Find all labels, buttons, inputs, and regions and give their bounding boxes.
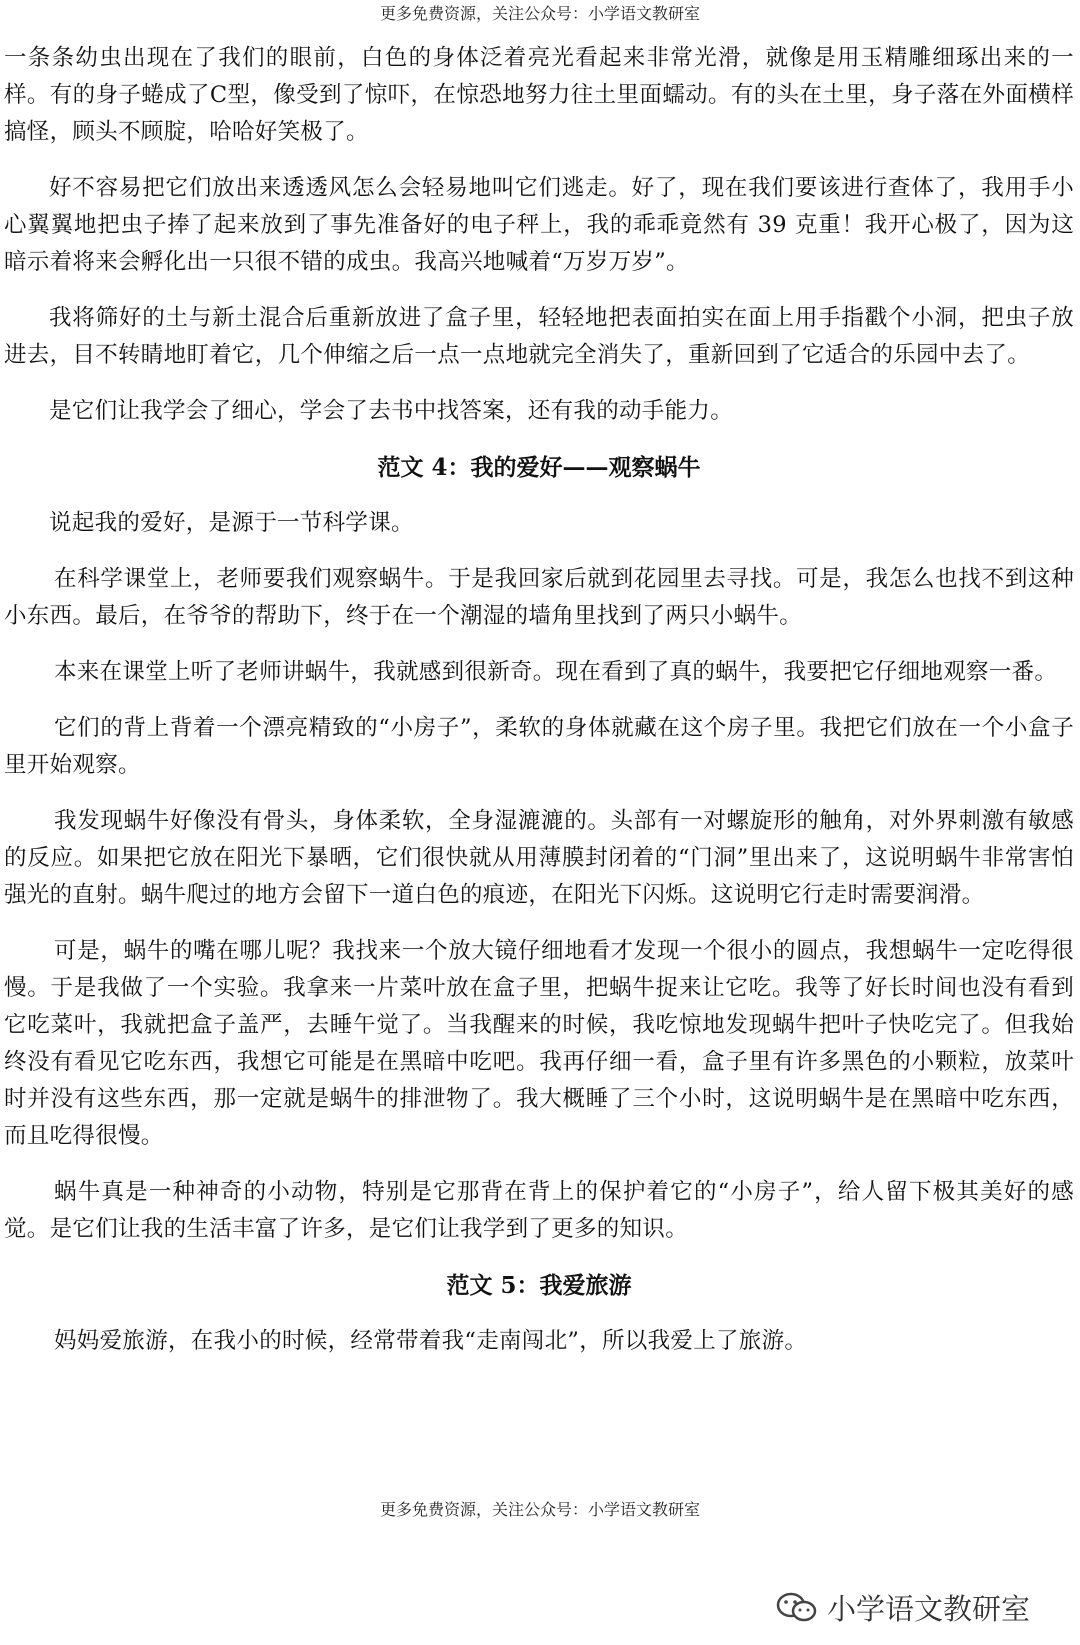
wechat-logo-icon [775,1590,819,1626]
paragraph: 说起我的爱好，是源于一节科学课。 [49,510,414,536]
paragraph: 一条条幼虫出现在了我们的眼前，白色的身体泛着亮光看起来非常光滑，就像是用玉精雕细琢出来的一样。有的身子蜷成了C型，像受到了惊吓，在惊恐地努力往土里面蠕动。有的头在土里，身子落在外面横样搞怪，顾头不顾腚，哈哈好笑极了。 [4,45,1074,145]
paragraph: 妈妈爱旅游，在我小的时候，经常带着我“走南闯北”，所以我爱上了旅游。 [54,1328,808,1354]
paragraph: 我将筛好的土与新土混合后重新放进了盒子里，轻轻地把表面拍实在面上用手指戳个小洞，把虫子放进去，目不转睛地盯着它，几个伸缩之后一点一点地就完全消失了，重新回到了它适合的乐园中去了。 [4,305,1074,368]
paragraph: 在科学课堂上，老师要我们观察蜗牛。于是我回家后就到花园里去寻找。可是，我怎么也找不到这种小东西。最后，在爷爷的帮助下，终于在一个潮湿的墙角里找到了两只小蜗牛。 [4,566,1074,629]
page-header: 更多免费资源，关注公众号：小学语文教研室 [379,4,700,23]
page-footer: 更多免费资源，关注公众号：小学语文教研室 [379,1500,700,1519]
document-body [4,40,1074,1379]
paragraph: 可是，蜗牛的嘴在哪儿呢？我找来一个放大镜仔细地看才发现一个很小的圆点，我想蜗牛一定吃得很慢。于是我做了一个实验。我拿来一片菜叶放在盒子里，把蜗牛捉来让它吃。我等了好长时间也没有看到它吃菜叶，我就把盒子盖严，去睡午觉了。当我醒来的时候，我吃惊地发现蜗牛把叶子快吃完了。但我始终没有看见它吃东西，我想它可能是在黑暗中吃吧。我再仔细一看，盒子里有许多黑色的小颗粒，放菜叶时并没有这些东西，那一定就是蜗牛的排泄物了。我大概睡了三个小时，这说明蜗牛是在黑暗中吃东西，而且吃得很慢。 [4,938,1074,1149]
wechat-watermark [775,1587,1030,1628]
watermark-text: 小学语文教研室 [826,1592,1030,1626]
paragraph: 好不容易把它们放出来透透风怎么会轻易地叫它们逃走。好了，现在我们要该进行查体了，我用手小心翼翼地把虫子捧了起来放到了事先准备好的电子秤上，我的乖乖竟然有 39 克重！我开心极了，因为这暗示着将来会孵化出一只很不错的成虫。我高兴地喊着“万岁万岁”。 [4,175,1074,275]
paragraph: 本来在课堂上听了老师讲蜗牛，我就感到很新奇。现在看到了真的蜗牛，我要把它仔细地观察一番。 [54,659,1058,685]
paragraph: 我发现蜗牛好像没有骨头，身体柔软，全身湿漉漉的。头部有一对螺旋形的触角，对外界刺激有敏感的反应。如果把它放在阳光下暴晒，它们很快就从用薄膜封闭着的“门洞”里出来了，这说明蜗牛非常害怕强光的直射。蜗牛爬过的地方会留下一道白色的痕迹，在阳光下闪烁。这说明它行走时需要润滑。 [4,808,1074,908]
paragraph: 它们的背上背着一个漂亮精致的“小房子”，柔软的身体就藏在这个房子里。我把它们放在一个小盒子里开始观察。 [4,715,1074,778]
section-heading: 范文 5：我爱旅游 [446,1272,632,1299]
paragraph: 是它们让我学会了细心，学会了去书中找答案，还有我的动手能力。 [49,398,734,424]
section-heading: 范文 4：我的爱好——观察蜗牛 [377,454,701,481]
paragraph: 蜗牛真是一种神奇的小动物，特别是它那背在背上的保护着它的“小房子”，给人留下极其美好的感觉。是它们让我的生活丰富了许多，是它们让我学到了更多的知识。 [4,1179,1074,1242]
